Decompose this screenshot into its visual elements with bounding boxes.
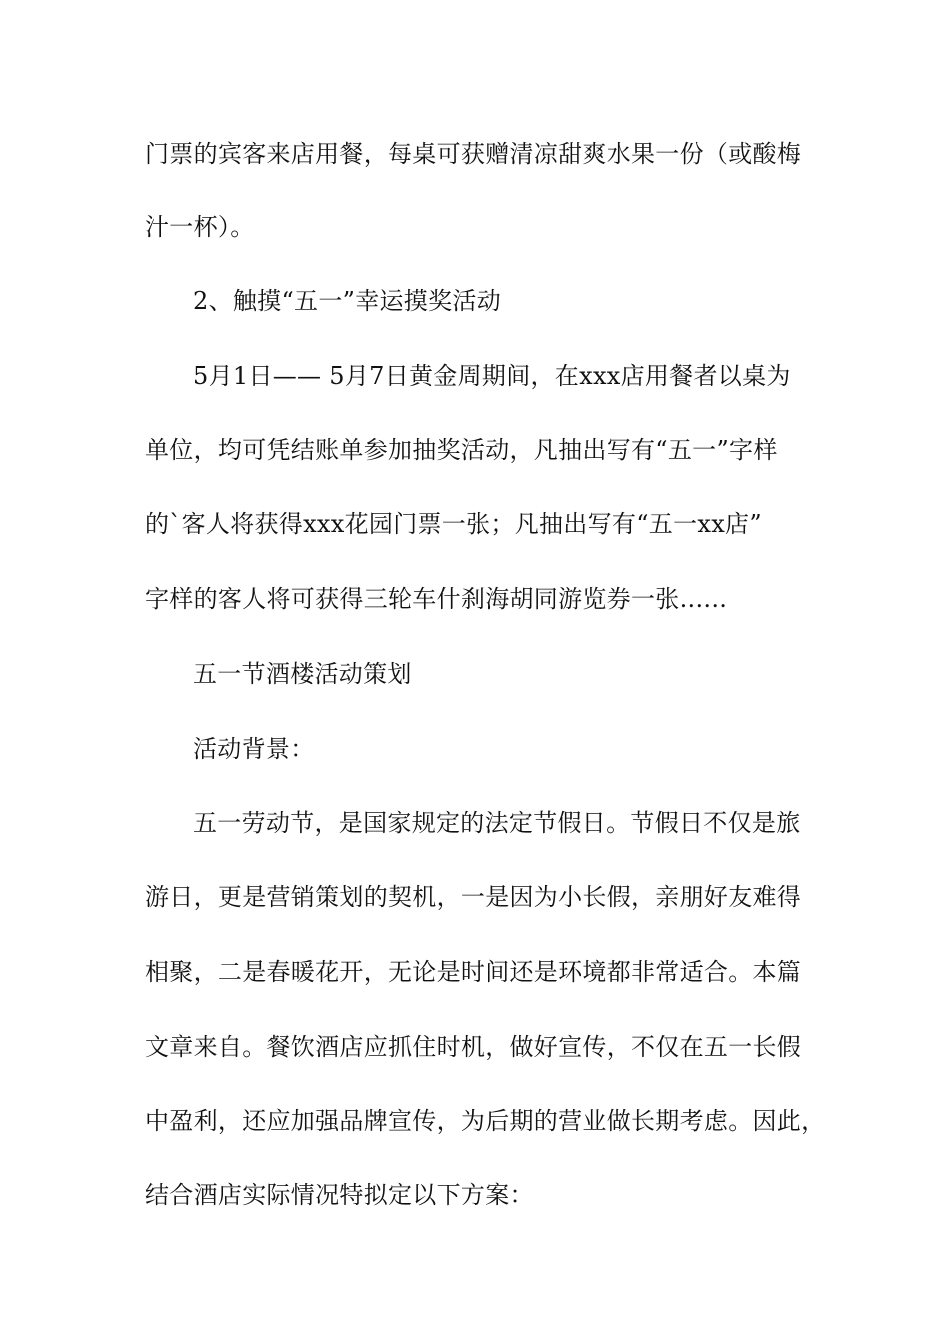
text-line: 单位，均可凭结账单参加抽奖活动，凡抽出写有“五一”字样 <box>145 436 778 464</box>
text-line: 汁一杯）。 <box>145 213 255 241</box>
section-heading: 活动背景： <box>193 735 315 763</box>
text-line: 文章来自。餐饮酒店应抓住时机，做好宣传，不仅在五一长假 <box>145 1033 802 1061</box>
section-heading: 2、触摸“五一”幸运摸奖活动 <box>193 287 502 315</box>
document-title: 五一节酒楼活动策划 <box>193 660 412 688</box>
text-line: 游日，更是营销策划的契机，一是因为小长假，亲朋好友难得 <box>145 883 802 911</box>
text-line: 中盈利，还应加强品牌宣传，为后期的营业做长期考虑。因此， <box>145 1107 826 1135</box>
text-line: 结合酒店实际情况特拟定以下方案： <box>145 1181 534 1209</box>
text-line: 五一劳动节，是国家规定的法定节假日。节假日不仅是旅 <box>193 809 801 837</box>
text-line: 5月1日—— 5月7日黄金周期间，在xxx店用餐者以桌为 <box>193 362 791 390</box>
text-line: 的`客人将获得xxx花园门票一张；凡抽出写有“五一xx店” <box>145 510 762 538</box>
text-line: 相聚，二是春暖花开，无论是时间还是环境都非常适合。本篇 <box>145 958 802 986</box>
text-line: 字样的客人将可获得三轮车什刹海胡同游览券一张...... <box>145 585 728 613</box>
text-line: 门票的宾客来店用餐，每桌可获赠清凉甜爽水果一份（或酸梅 <box>145 140 802 168</box>
